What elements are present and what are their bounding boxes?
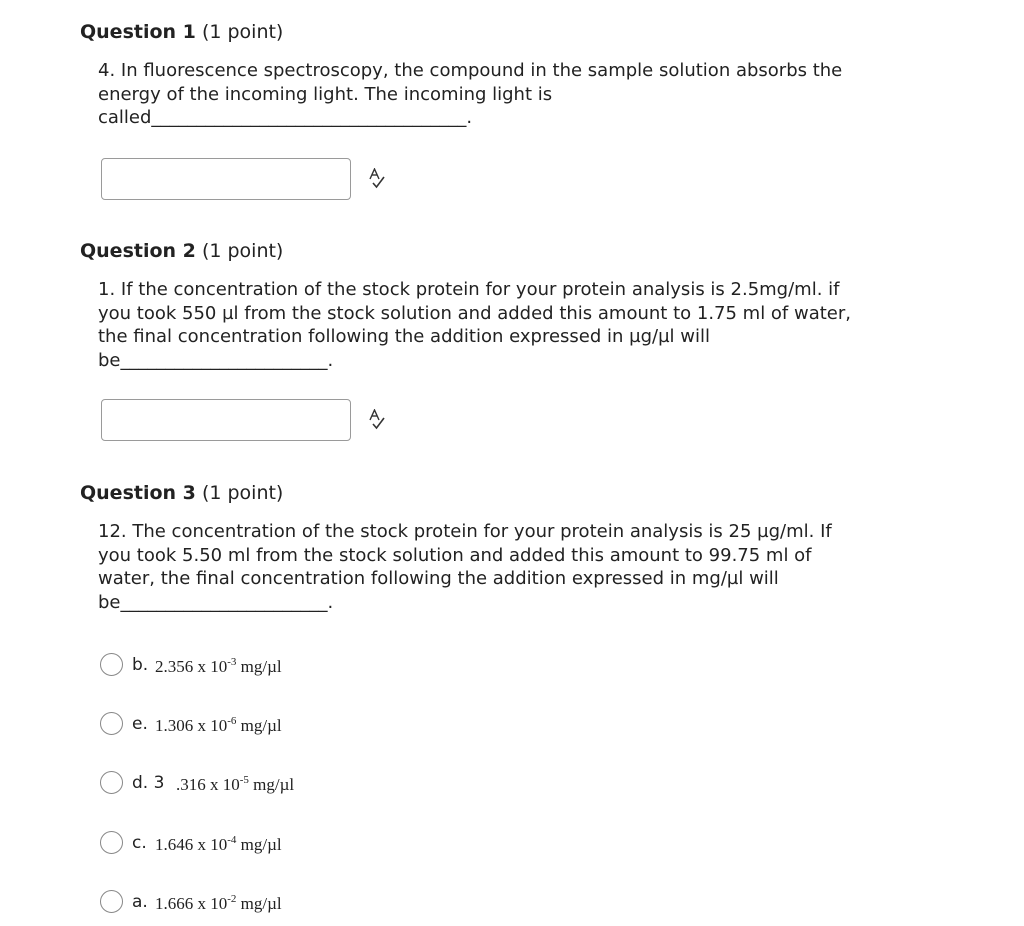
option-exponent: -3 bbox=[227, 656, 237, 668]
question-text-line: 4. In fluorescence spectroscopy, the compound in the sample solution absorbs the bbox=[98, 60, 843, 81]
question-text-line: 12. The concentration of the stock protein for your protein analysis is 25 µg/ml. If bbox=[98, 521, 832, 542]
option-value bbox=[155, 893, 282, 915]
question-text-line: be_______________________. bbox=[98, 349, 334, 371]
question-2 bbox=[80, 239, 980, 371]
option-exponent: -6 bbox=[227, 715, 237, 727]
option-letter: b. bbox=[132, 655, 149, 675]
option-unit: mg/µl bbox=[236, 894, 282, 913]
question-text-line: you took 550 µl from the stock solution and added this amount to 1.75 ml of water, bbox=[98, 302, 851, 324]
radio-button[interactable] bbox=[100, 831, 123, 854]
question-text-line: the final concentration following the addition expressed in µg/µl will bbox=[98, 326, 710, 347]
question-text-line: be_______________________. bbox=[98, 591, 334, 613]
option-unit: mg/µl bbox=[248, 775, 295, 794]
option-value bbox=[176, 774, 294, 796]
question-number: Question 1 bbox=[80, 21, 196, 43]
question-1-text bbox=[98, 59, 858, 130]
question-number: Question 3 bbox=[80, 482, 196, 504]
question-1-answer-input[interactable] bbox=[101, 158, 351, 200]
radio-button[interactable] bbox=[100, 653, 123, 676]
option-unit: mg/µl bbox=[236, 716, 282, 735]
question-text-line: water, the final concentration following the addition expressed in mg/µl will bbox=[98, 568, 779, 589]
question-text-line: called___________________________________. bbox=[98, 107, 473, 128]
question-1 bbox=[80, 20, 980, 128]
option-mantissa: .316 x 10 bbox=[176, 775, 240, 794]
option-exponent: -4 bbox=[227, 834, 237, 846]
question-points: (1 point) bbox=[201, 240, 284, 262]
option-letter: c. bbox=[132, 833, 147, 853]
radio-button[interactable] bbox=[100, 890, 123, 913]
radio-button[interactable] bbox=[100, 771, 123, 794]
question-text-line: energy of the incoming light. The incoming light is bbox=[98, 83, 553, 105]
option-exponent: -2 bbox=[227, 893, 237, 905]
option-letter: e. bbox=[132, 714, 148, 734]
option-value bbox=[155, 656, 282, 678]
question-text-line: 1. If the concentration of the stock protein for your protein analysis is 2.5mg/ml. if bbox=[98, 279, 840, 300]
question-2-answer-input[interactable] bbox=[101, 399, 351, 441]
question-points: (1 point) bbox=[201, 482, 284, 504]
question-3-header bbox=[80, 481, 980, 505]
option-unit: mg/µl bbox=[236, 835, 282, 854]
question-points: (1 point) bbox=[201, 21, 284, 43]
question-text-line: you took 5.50 ml from the stock solution and added this amount to 99.75 ml of bbox=[98, 544, 812, 566]
option-mantissa: 2.356 x 10 bbox=[155, 657, 228, 676]
option-letter: a. bbox=[132, 892, 148, 912]
question-2-header bbox=[80, 239, 980, 263]
option-value bbox=[155, 834, 282, 856]
option-mantissa: 1.306 x 10 bbox=[155, 716, 228, 735]
question-number: Question 2 bbox=[80, 240, 196, 262]
question-2-text bbox=[98, 278, 858, 372]
option-letter: d. 3 bbox=[132, 773, 165, 793]
spellcheck-icon[interactable] bbox=[367, 168, 387, 190]
option-value bbox=[155, 715, 282, 737]
spellcheck-icon[interactable] bbox=[367, 409, 387, 431]
option-mantissa: 1.666 x 10 bbox=[155, 894, 228, 913]
question-1-header bbox=[80, 20, 980, 44]
question-3-text bbox=[98, 520, 858, 614]
option-unit: mg/µl bbox=[236, 657, 282, 676]
question-3 bbox=[80, 481, 980, 913]
option-exponent: -5 bbox=[239, 774, 249, 786]
option-mantissa: 1.646 x 10 bbox=[155, 835, 228, 854]
radio-button[interactable] bbox=[100, 712, 123, 735]
